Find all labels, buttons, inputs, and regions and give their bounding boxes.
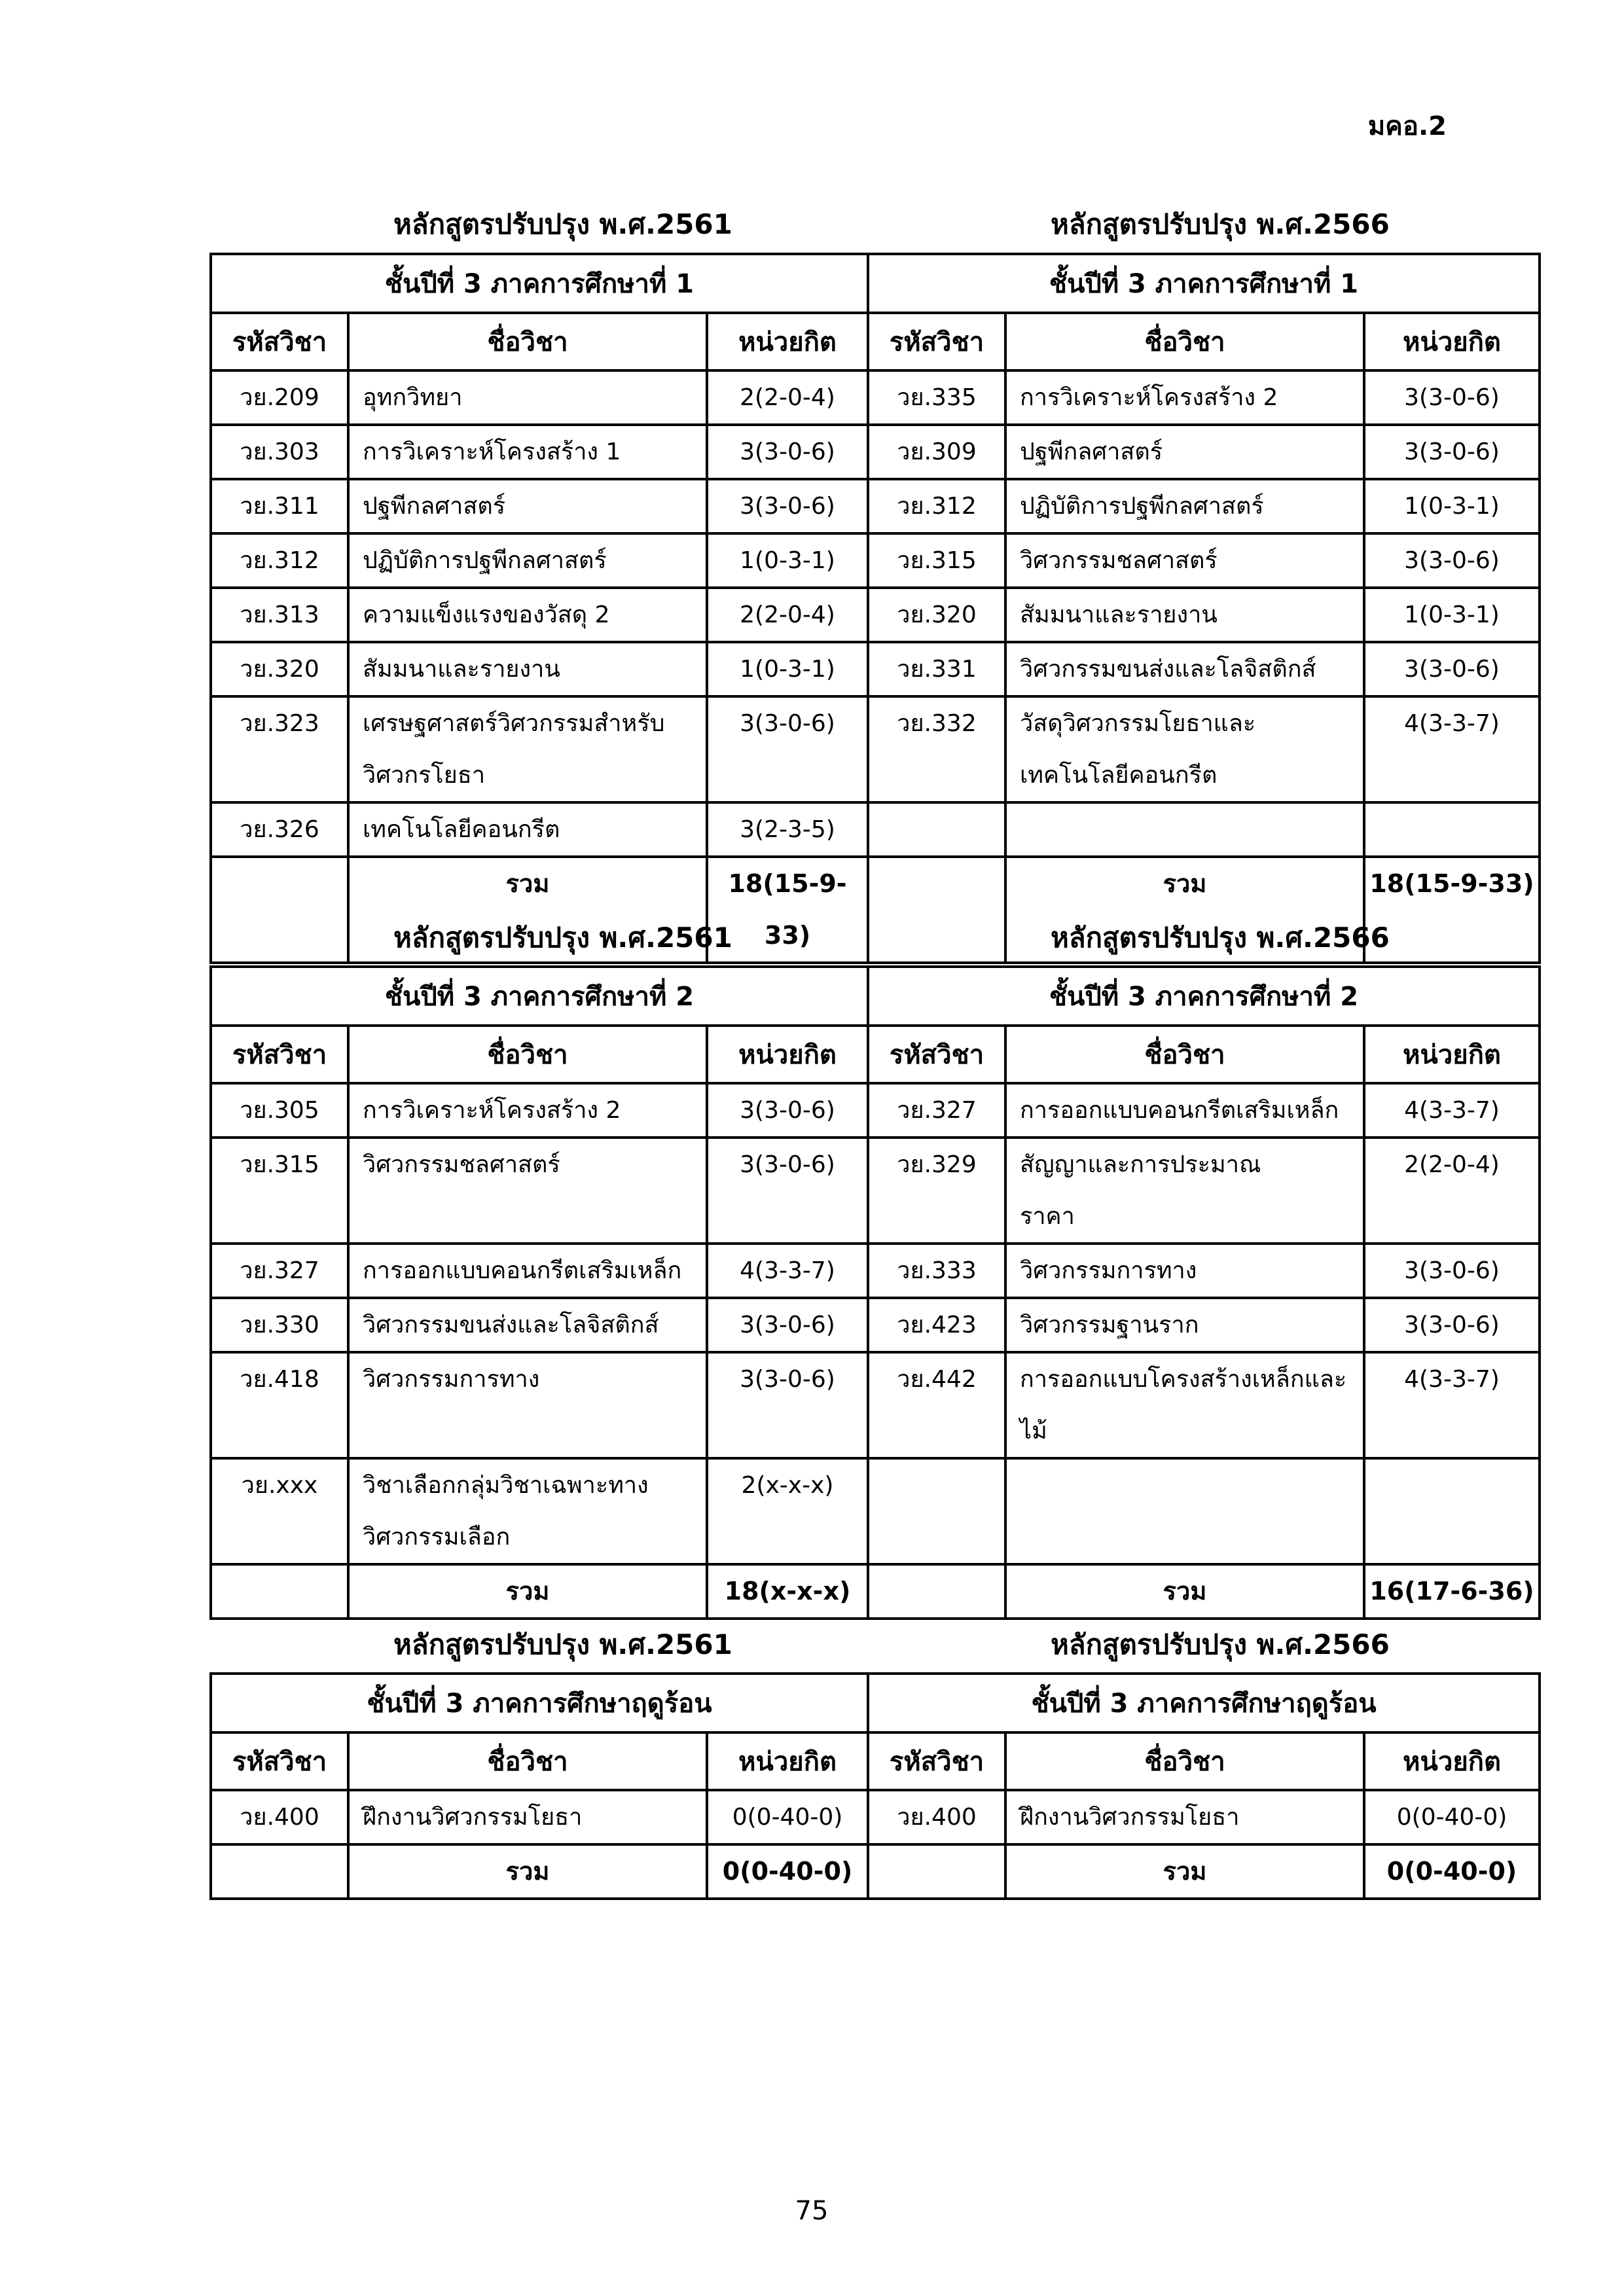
total-label: รวม [348,1844,707,1899]
course-name-cell [348,1244,707,1298]
course-code: วย.400 [868,1790,1005,1844]
course-name: การออกแบบคอนกรีตเสริมเหล็ก [1020,1097,1339,1124]
total-credit-2566: 0(0-40-0) [1364,1844,1540,1899]
course-name-cell [348,588,707,642]
course-name: การวิเคราะห์โครงสร้าง 1 [363,439,621,465]
column-header-credit: หน่วยกิต [707,313,868,370]
course-credit [1364,802,1540,857]
table-row [211,1244,1540,1298]
course-name: เทคโนโลยีคอนกรีต [363,816,560,843]
course-credit: 2(x-x-x) [707,1458,868,1564]
course-credit: 3(3-0-6) [1364,533,1540,588]
course-credit: 3(3-0-6) [707,1083,868,1138]
course-name-cell [348,696,707,802]
column-header-code: รหัสวิชา [211,1026,348,1083]
course-name-cell [1005,696,1364,802]
total-credit-2561: 0(0-40-0) [707,1844,868,1899]
course-code [868,1458,1005,1564]
course-name: ฝึกงานวิศวกรรมโยธา [363,1804,583,1831]
course-name-cell [1005,1083,1364,1138]
course-name: สัมมนาและรายงาน [1020,601,1218,628]
empty-cell [868,857,1005,963]
table-row [211,642,1540,696]
course-code: วย.331 [868,642,1005,696]
course-credit: 3(3-0-6) [707,1352,868,1458]
total-label: รวม [1005,857,1364,963]
table-row [211,479,1540,533]
course-code: วย.333 [868,1244,1005,1298]
column-header-code: รหัสวิชา [868,1026,1005,1083]
course-name-cell [1005,425,1364,479]
course-name-cell [348,479,707,533]
course-code: วย.326 [211,802,348,857]
course-name-cell [348,1138,707,1244]
total-credit-2561: 18(15-9-33) [707,857,868,963]
course-name: วิศวกรรมชลศาสตร์ [1020,547,1218,574]
course-name-cell [348,1083,707,1138]
curriculum-2566-heading: หลักสูตรปรับปรุง พ.ศ.2566 [1051,922,1390,954]
course-credit: 3(3-0-6) [707,1298,868,1352]
document-code: มคอ.2 [1367,111,1447,141]
column-header-credit: หน่วยกิต [707,1732,868,1790]
table-row [211,1138,1540,1244]
course-name-cell [1005,1298,1364,1352]
course-credit: 3(3-0-6) [1364,642,1540,696]
course-code: วย.442 [868,1352,1005,1458]
total-row [211,1844,1540,1899]
total-label: รวม [348,857,707,963]
table-row [211,1083,1540,1138]
course-name: สัมมนาและรายงาน [363,656,560,683]
table-row [211,1352,1540,1458]
course-code: วย.303 [211,425,348,479]
course-credit: 2(2-0-4) [1364,1138,1540,1244]
course-name: วิศวกรรมการทาง [1020,1257,1197,1284]
curriculum-2566-heading: หลักสูตรปรับปรุง พ.ศ.2566 [1051,1628,1390,1660]
course-name: ความแข็งแรงของวัสดุ 2 [363,601,610,628]
course-name: วิศวกรรมชลศาสตร์ [363,1151,560,1178]
course-name: อุทกวิทยา [363,384,463,411]
course-name: วิศวกรรมขนส่งและโลจิสติกส์ [363,1312,659,1338]
table-row [211,425,1540,479]
course-name-continued: เทคโนโลยีคอนกรีต [1020,762,1218,789]
course-name: การวิเคราะห์โครงสร้าง 2 [363,1097,621,1124]
course-name-cell [1005,1458,1364,1564]
empty-cell [868,1564,1005,1619]
page-number: 75 [795,2196,829,2226]
empty-cell [868,1844,1005,1899]
course-code: วย.305 [211,1083,348,1138]
semester-title-2566: ชั้นปีที่ 3 ภาคการศึกษาที่ 2 [868,967,1540,1026]
semester-title-2566: ชั้นปีที่ 3 ภาคการศึกษาฤดูร้อน [868,1674,1540,1732]
course-code: วย.330 [211,1298,348,1352]
course-code: วย.329 [868,1138,1005,1244]
course-comparison-table [209,1672,1541,1900]
column-header-name: ชื่อวิชา [1005,1026,1364,1083]
column-header-credit: หน่วยกิต [1364,313,1540,370]
course-code: วย.309 [868,425,1005,479]
curriculum-2561-heading: หลักสูตรปรับปรุง พ.ศ.2561 [393,208,732,240]
column-header-credit: หน่วยกิต [1364,1026,1540,1083]
course-credit: 2(2-0-4) [707,370,868,425]
course-name-cell [348,533,707,588]
column-header-name: ชื่อวิชา [1005,313,1364,370]
course-name-cell [1005,802,1364,857]
course-name-cell [348,370,707,425]
table-row [211,533,1540,588]
total-label: รวม [1005,1844,1364,1899]
course-name: วิศวกรรมฐานราก [1020,1312,1199,1338]
course-credit: 1(0-3-1) [1364,479,1540,533]
course-name-continued: วิศวกรรมเลือก [363,1524,511,1551]
course-credit: 1(0-3-1) [707,533,868,588]
course-name: วัสดุวิศวกรรมโยธาและ [1020,710,1256,737]
course-name-cell [1005,642,1364,696]
course-credit [1364,1458,1540,1564]
total-label: รวม [348,1564,707,1619]
course-credit: 4(3-3-7) [1364,1083,1540,1138]
course-name-cell [348,1298,707,1352]
course-credit: 2(2-0-4) [707,588,868,642]
course-comparison-table [209,253,1541,964]
course-name: ปฏิบัติการปฐพีกลศาสตร์ [1020,493,1264,520]
course-name: ปฐพีกลศาสตร์ [363,493,506,520]
course-name-cell [348,1458,707,1564]
course-name-continued: วิศวกรโยธา [363,762,486,789]
course-credit: 3(3-0-6) [707,425,868,479]
course-code: วย.313 [211,588,348,642]
course-name: การออกแบบโครงสร้างเหล็กและ [1020,1366,1347,1393]
course-credit: 3(3-0-6) [707,696,868,802]
course-code: วย.323 [211,696,348,802]
course-credit: 3(3-0-6) [1364,1244,1540,1298]
table-row [211,696,1540,802]
course-name-cell [1005,479,1364,533]
course-code: วย.312 [868,479,1005,533]
course-name-cell [1005,1790,1364,1844]
course-code [868,802,1005,857]
course-name: ปฐพีกลศาสตร์ [1020,439,1163,465]
curriculum-2561-heading: หลักสูตรปรับปรุง พ.ศ.2561 [393,1628,732,1660]
total-row [211,1564,1540,1619]
column-header-code: รหัสวิชา [211,1732,348,1790]
course-credit: 3(2-3-5) [707,802,868,857]
semester-title-2561: ชั้นปีที่ 3 ภาคการศึกษาฤดูร้อน [211,1674,868,1732]
column-header-credit: หน่วยกิต [707,1026,868,1083]
course-name-cell [1005,588,1364,642]
column-header-name: ชื่อวิชา [348,313,707,370]
course-name: การออกแบบคอนกรีตเสริมเหล็ก [363,1257,682,1284]
table-row [211,1298,1540,1352]
course-code: วย.423 [868,1298,1005,1352]
column-header-code: รหัสวิชา [868,313,1005,370]
semester-title-2561: ชั้นปีที่ 3 ภาคการศึกษาที่ 2 [211,967,868,1026]
course-name: วิศวกรรมขนส่งและโลจิสติกส์ [1020,656,1316,683]
course-name: วิศวกรรมการทาง [363,1366,540,1393]
course-credit: 3(3-0-6) [1364,425,1540,479]
course-credit: 1(0-3-1) [707,642,868,696]
total-credit-2566: 16(17-6-36) [1364,1564,1540,1619]
course-name-cell [348,1790,707,1844]
course-code: วย.315 [868,533,1005,588]
total-label: รวม [1005,1564,1364,1619]
course-code: วย.332 [868,696,1005,802]
course-name-cell [1005,1244,1364,1298]
total-credit-2561: 18(x-x-x) [707,1564,868,1619]
course-code: วย.xxx [211,1458,348,1564]
course-code: วย.418 [211,1352,348,1458]
total-credit-2566: 18(15-9-33) [1364,857,1540,963]
course-code: วย.327 [211,1244,348,1298]
course-name: การวิเคราะห์โครงสร้าง 2 [1020,384,1278,411]
course-name-cell [348,802,707,857]
course-name: ฝึกงานวิศวกรรมโยธา [1020,1804,1240,1831]
curriculum-2561-heading: หลักสูตรปรับปรุง พ.ศ.2561 [393,922,732,954]
table-row [211,1458,1540,1564]
course-code: วย.320 [868,588,1005,642]
course-name-cell [1005,533,1364,588]
empty-cell [211,1844,348,1899]
semester-title-2566: ชั้นปีที่ 3 ภาคการศึกษาที่ 1 [868,254,1540,313]
column-header-code: รหัสวิชา [868,1732,1005,1790]
course-code: วย.335 [868,370,1005,425]
course-name: วิชาเลือกกลุ่มวิชาเฉพาะทาง [363,1472,649,1499]
column-header-credit: หน่วยกิต [1364,1732,1540,1790]
course-credit: 1(0-3-1) [1364,588,1540,642]
table-row [211,370,1540,425]
column-header-name: ชื่อวิชา [1005,1732,1364,1790]
course-name: สัญญาและการประมาณ [1020,1151,1261,1178]
column-header-name: ชื่อวิชา [348,1026,707,1083]
column-header-code: รหัสวิชา [211,313,348,370]
course-name: เศรษฐศาสตร์วิศวกรรมสำหรับ [363,710,665,737]
course-comparison-table [209,965,1541,1620]
course-code: วย.311 [211,479,348,533]
course-credit: 0(0-40-0) [707,1790,868,1844]
course-code: วย.327 [868,1083,1005,1138]
course-name-cell [348,425,707,479]
course-name-cell [1005,370,1364,425]
empty-cell [211,857,348,963]
course-code: วย.209 [211,370,348,425]
table-row [211,802,1540,857]
course-credit: 0(0-40-0) [1364,1790,1540,1844]
course-credit: 3(3-0-6) [1364,370,1540,425]
course-code: วย.400 [211,1790,348,1844]
curriculum-2566-heading: หลักสูตรปรับปรุง พ.ศ.2566 [1051,208,1390,240]
semester-title-2561: ชั้นปีที่ 3 ภาคการศึกษาที่ 1 [211,254,868,313]
course-code: วย.320 [211,642,348,696]
course-name-cell [1005,1352,1364,1458]
table-row [211,1790,1540,1844]
course-name: ปฏิบัติการปฐพีกลศาสตร์ [363,547,607,574]
course-name-cell [348,1352,707,1458]
course-code: วย.315 [211,1138,348,1244]
course-credit: 3(3-0-6) [707,479,868,533]
course-credit: 3(3-0-6) [1364,1298,1540,1352]
course-credit: 4(3-3-7) [707,1244,868,1298]
course-credit: 4(3-3-7) [1364,1352,1540,1458]
course-name-continued: ราคา [1020,1203,1075,1230]
course-code: วย.312 [211,533,348,588]
course-name-continued: ไม้ [1020,1418,1047,1444]
empty-cell [211,1564,348,1619]
course-credit: 4(3-3-7) [1364,696,1540,802]
column-header-name: ชื่อวิชา [348,1732,707,1790]
course-name-cell [348,642,707,696]
course-credit: 3(3-0-6) [707,1138,868,1244]
course-name-cell [1005,1138,1364,1244]
table-row [211,588,1540,642]
